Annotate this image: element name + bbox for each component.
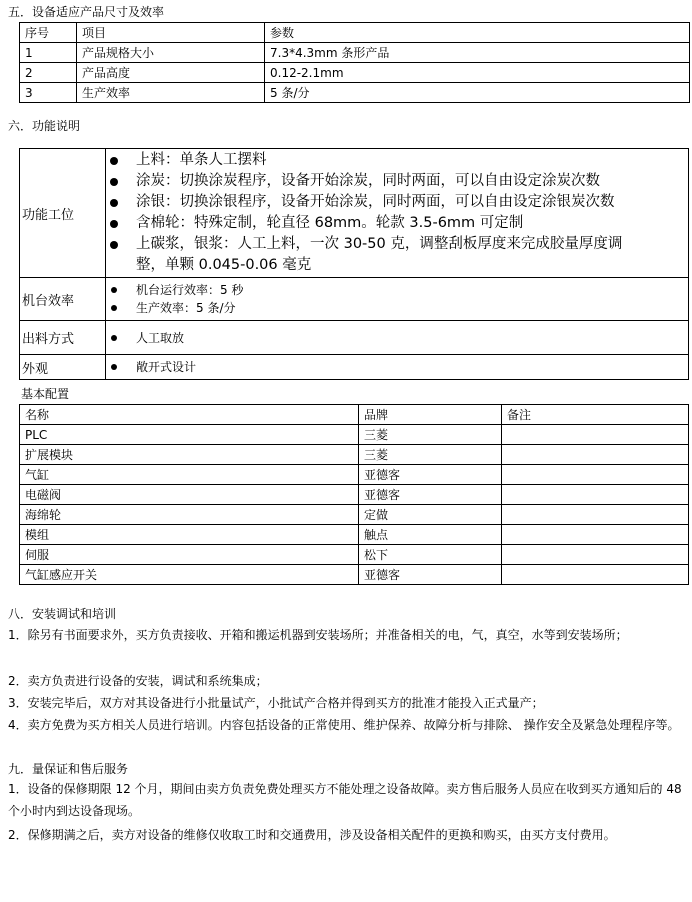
table-header-cell: 品牌 <box>359 405 502 425</box>
table-cell: 2 <box>20 63 77 83</box>
paragraph: 1．除另有书面要求外，买方负责接收、开箱和搬运机器到安装场所；并准备相关的电，气，真空，水等到安装场所； <box>8 628 628 642</box>
table-cell <box>502 545 689 565</box>
table-cell: 产品规格大小 <box>77 43 265 63</box>
table-header-cell: 备注 <box>502 405 689 425</box>
paragraph: 2．卖方负责进行设备的安装，调试和系统集成； <box>8 674 268 688</box>
bullet-icon <box>111 364 117 370</box>
paragraph: 2．保修期满之后，卖方对设备的维修仅收取工时和交通费用，涉及设备相关配件的更换和购买，由买方支付费用。 <box>8 828 616 842</box>
size-efficiency-table <box>19 22 690 103</box>
row-label-output-method: 出料方式 <box>20 321 106 355</box>
table-header-row <box>20 23 690 43</box>
list-item: 上碳浆，银浆：人工上料，一次 30-50 克，调整刮板厚度来完成胶量厚度调 <box>106 234 688 255</box>
table-row <box>20 545 689 565</box>
table-cell: PLC <box>20 425 359 445</box>
table-header-cell: 序号 <box>20 23 77 43</box>
table-row <box>20 565 689 585</box>
list-item-continuation: 整，单颗 0.045-0.06 毫克 <box>136 257 312 273</box>
table-row <box>20 525 689 545</box>
table-row <box>20 321 689 355</box>
table-row <box>20 425 689 445</box>
function-table <box>19 148 689 380</box>
paragraph: 3．安装完毕后，双方对其设备进行小批量试产，小批试产合格并得到买方的批准才能投入正式量产； <box>8 696 544 710</box>
paragraph: 4．卖方免费为买方相关人员进行培训。内容包括设备的正常使用、维护保养、故障分析与排除、 操作安全及紧急处理程序等。 <box>8 718 680 732</box>
list-item: 机台运行效率：5 秒 <box>106 281 688 299</box>
section8-title: 八．安装调试和培训 <box>8 607 117 621</box>
table-cell: 3 <box>20 83 77 103</box>
table-header-cell: 参数 <box>265 23 690 43</box>
table-row <box>20 278 689 321</box>
bullet-icon <box>111 287 117 293</box>
section9-title: 九．量保证和售后服务 <box>8 762 129 776</box>
bullet-icon <box>110 199 118 207</box>
table-row <box>20 465 689 485</box>
list-item: 上料：单条人工摆料 <box>106 150 688 171</box>
table-row <box>20 83 690 103</box>
section6-title: 六．功能说明 <box>8 119 81 133</box>
list-item: 生产效率：5 条/分 <box>106 299 688 317</box>
row-label-machine-efficiency: 机台效率 <box>20 278 106 321</box>
list-item: 涂银：切换涂银程序，设备开始涂炭，同时两面，可以自由设定涂银炭次数 <box>106 192 688 213</box>
table-cell: 电磁阀 <box>20 485 359 505</box>
table-cell: 0.12-2.1mm <box>265 63 690 83</box>
table-cell: 伺服 <box>20 545 359 565</box>
section5-title: 五．设备适应产品尺寸及效率 <box>8 5 165 19</box>
table-cell: 海绵轮 <box>20 505 359 525</box>
bullet-icon <box>110 241 118 249</box>
table-cell: 亚德客 <box>359 565 502 585</box>
table-cell: 7.3*4.3mm 条形产品 <box>265 43 690 63</box>
table-row <box>20 43 690 63</box>
table-header-cell: 项目 <box>77 23 265 43</box>
table-cell: 5 条/分 <box>265 83 690 103</box>
list-item: 人工取放 <box>106 329 688 347</box>
bullet-icon <box>110 157 118 165</box>
table-cell: 三菱 <box>359 425 502 445</box>
table-cell <box>502 465 689 485</box>
table-row <box>20 149 689 278</box>
table-cell: 亚德客 <box>359 485 502 505</box>
table-cell: 生产效率 <box>77 83 265 103</box>
row-label-function-station: 功能工位 <box>20 149 106 278</box>
table-cell: 扩展模块 <box>20 445 359 465</box>
table-row <box>20 485 689 505</box>
list-item: 敞开式设计 <box>106 358 688 376</box>
table-header-cell: 名称 <box>20 405 359 425</box>
table-cell: 1 <box>20 43 77 63</box>
bullet-icon <box>111 335 117 341</box>
table-cell: 气缸感应开关 <box>20 565 359 585</box>
table-row <box>20 355 689 380</box>
config-table <box>19 404 689 585</box>
table-cell: 三菱 <box>359 445 502 465</box>
table-cell <box>502 525 689 545</box>
list-item: 涂炭：切换涂炭程序，设备开始涂炭，同时两面，可以自由设定涂炭次数 <box>106 171 688 192</box>
row-label-appearance: 外观 <box>20 355 106 380</box>
table-cell: 产品高度 <box>77 63 265 83</box>
table-cell <box>502 485 689 505</box>
table-cell <box>502 445 689 465</box>
table-row <box>20 505 689 525</box>
bullet-icon <box>110 178 118 186</box>
table-cell: 松下 <box>359 545 502 565</box>
table-cell <box>502 565 689 585</box>
table-header-row <box>20 405 689 425</box>
list-item: 含棉轮：特殊定制，轮直径 68mm。轮款 3.5-6mm 可定制 <box>106 213 688 234</box>
paragraph: 1．设备的保修期限 12 个月，期间由卖方负责免费处理买方不能处理之设备故障。卖方售后服务人员应在收到买方通知后的 48 个小时内到达设备现场。 <box>8 782 682 818</box>
table-cell <box>502 425 689 445</box>
table-cell <box>502 505 689 525</box>
table-cell: 亚德客 <box>359 465 502 485</box>
table-cell: 触点 <box>359 525 502 545</box>
table-row <box>20 63 690 83</box>
bullet-icon <box>110 220 118 228</box>
table-cell: 定做 <box>359 505 502 525</box>
config-title: 基本配置 <box>21 387 70 401</box>
bullet-icon <box>111 305 117 311</box>
table-row <box>20 445 689 465</box>
table-cell: 模组 <box>20 525 359 545</box>
table-cell: 气缸 <box>20 465 359 485</box>
